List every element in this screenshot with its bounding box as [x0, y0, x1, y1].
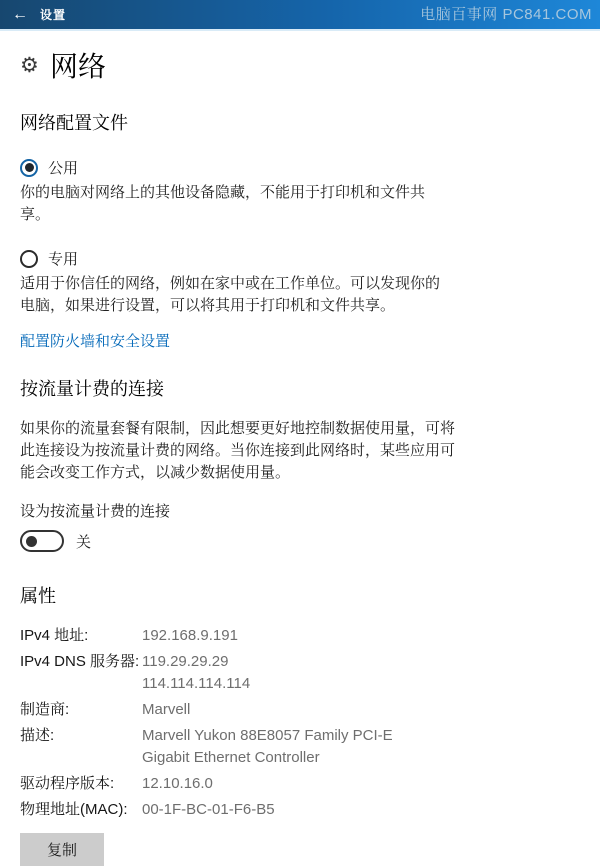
radio-label-private: 专用 — [48, 251, 79, 268]
prop-label: 描述: — [20, 727, 55, 744]
prop-row-ipv4-address — [20, 623, 580, 649]
radio-option-private[interactable] — [20, 248, 580, 269]
radio-unselected-icon — [20, 250, 38, 268]
radio-selected-icon — [20, 159, 38, 177]
prop-row-manufacturer — [20, 697, 580, 723]
prop-value: Marvell — [142, 701, 191, 718]
dns-server-1: 119.29.29.29 — [142, 653, 229, 670]
prop-value: 192.168.9.191 — [142, 627, 238, 644]
prop-row-description — [20, 723, 580, 771]
prop-label: IPv4 DNS 服务器: — [20, 653, 140, 670]
metered-connection-heading: 按流量计费的连接 — [20, 379, 164, 399]
prop-value: 00-1F-BC-01-F6-B5 — [142, 801, 275, 818]
prop-row-driver-version — [20, 771, 580, 797]
public-description: 你的电脑对网络上的其他设备隐藏，不能用于打印机和文件共享。 — [20, 184, 426, 223]
page-title: 网络 — [50, 51, 107, 82]
titlebar — [0, 0, 600, 31]
back-arrow-icon: ← — [12, 6, 28, 23]
prop-value: Marvell Yukon 88E8057 Family PCI-E Gigabit Ethernet Controller — [142, 727, 393, 766]
network-profile-heading: 网络配置文件 — [20, 113, 128, 133]
radio-dot — [25, 163, 34, 172]
page-header — [20, 47, 580, 83]
copy-button[interactable]: 复制 — [20, 833, 104, 866]
watermark-text: 电脑百事网 PC841.COM — [420, 6, 592, 23]
back-button[interactable] — [0, 0, 40, 29]
metered-description: 如果你的流量套餐有限制，因此想要更好地控制数据使用量，可将此连接设为按流量计费的网络。当你连接到此网络时，某些应用可能会改变工作方式，以减少数据使用量。 — [20, 420, 456, 481]
firewall-settings-link[interactable]: 配置防火墙和安全设置 — [20, 333, 171, 350]
toggle-state-label: 关 — [76, 533, 92, 551]
metered-toggle-switch[interactable] — [20, 530, 64, 552]
radio-label-public: 公用 — [48, 160, 79, 177]
app-title: 设置 — [40, 8, 67, 22]
settings-network-page — [0, 47, 600, 866]
private-description: 适用于你信任的网络，例如在家中或在工作单位。可以发现你的电脑，如果进行设置，可以将其用于打印机和文件共享。 — [20, 275, 441, 314]
prop-row-ipv4-dns — [20, 649, 580, 697]
gear-icon: ⚙ — [20, 53, 39, 77]
prop-label: 驱动程序版本: — [20, 775, 115, 792]
prop-value — [142, 651, 250, 695]
metered-toggle-row — [20, 530, 580, 552]
dns-server-2: 114.114.114.114 — [142, 675, 251, 692]
toggle-knob — [26, 536, 37, 547]
properties-heading: 属性 — [20, 586, 56, 606]
prop-value: 12.10.16.0 — [142, 775, 213, 792]
prop-label: 物理地址(MAC): — [20, 801, 128, 818]
prop-label: 制造商: — [20, 701, 70, 718]
prop-row-mac-address — [20, 797, 580, 823]
metered-toggle-label: 设为按流量计费的连接 — [20, 503, 171, 520]
properties-table — [20, 623, 580, 823]
radio-option-public[interactable] — [20, 157, 580, 178]
prop-label: IPv4 地址: — [20, 627, 89, 644]
